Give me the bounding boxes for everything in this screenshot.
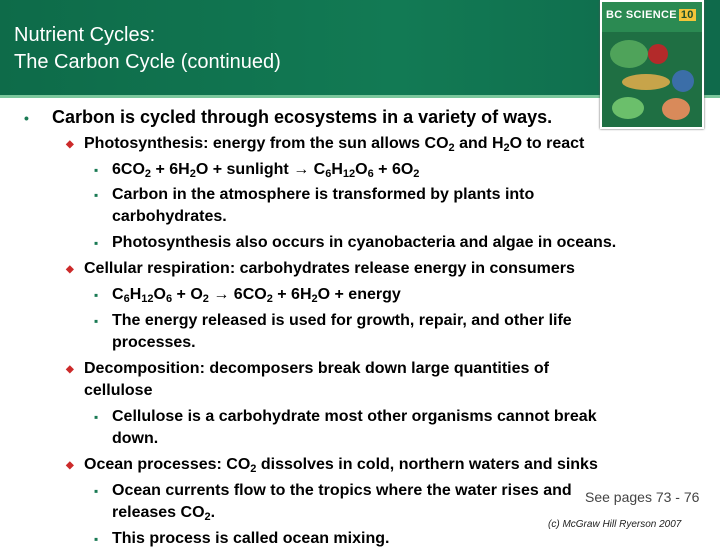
cover-berry-icon (648, 44, 668, 64)
decomposition-sub1b: down. (112, 430, 159, 447)
respiration-sub1a: The energy released is used for growth, repair, and other life (112, 312, 572, 329)
title-line-2: The Carbon Cycle (continued) (14, 51, 281, 73)
bullet-diamond-icon: ◆ (66, 139, 74, 150)
bullet-square-icon: ▪ (94, 410, 99, 424)
bullet-square-icon: ▪ (94, 288, 99, 302)
bullet-square-icon: ▪ (94, 188, 99, 202)
cover-leaf-icon (610, 40, 648, 68)
photosynthesis-sub1b: carbohydrates. (112, 208, 227, 225)
ocean-sub2: This process is called ocean mixing. (112, 530, 390, 547)
slide-title (14, 22, 281, 76)
ocean-sub1b: releases $CO_2$. (112, 504, 216, 523)
photosynthesis-text-3: O to react (509, 135, 585, 152)
respiration-label: Cellular respiration: carbohydrates release energy in consumers (84, 260, 575, 277)
photosynthesis-equation: $6CO_2 + 6H_2O$ + sunlight → $C_6H_{12}O_6 + 6O_2$ (112, 161, 420, 180)
photosynthesis-text-1: Photosynthesis: energy from the sun allows CO (84, 135, 449, 152)
ocean-sub1a: Ocean currents flow to the tropics where the water rises and (112, 482, 572, 499)
photosynthesis-sub1a: Carbon in the atmosphere is transformed by plants into (112, 186, 535, 203)
cover-title (606, 9, 696, 21)
cover-fish-icon (622, 74, 670, 90)
see-pages-note: See pages 73 - 76 (585, 489, 700, 505)
decomposition-sub1a: Cellulose is a carbohydrate most other organisms cannot break (112, 408, 597, 425)
cover-title-text: BC SCIENCE (606, 9, 677, 21)
cover-planet-icon (672, 70, 694, 92)
ocean-label: Ocean processes: $CO_2$ dissolves in cold, northern waters and sinks (84, 456, 598, 475)
copyright: (c) McGraw Hill Ryerson 2007 (548, 519, 682, 530)
cover-number: 10 (680, 9, 694, 21)
bullet-square-icon: ▪ (94, 314, 99, 328)
photosynthesis-text-2: and H (454, 135, 504, 152)
bullet-dot-icon: • (24, 110, 29, 126)
title-line-1: Nutrient Cycles: (14, 24, 156, 46)
bullet-square-icon: ▪ (94, 484, 99, 498)
respiration-equation: $C_6H_{12}O_6 + O_2 \to 6CO_2 + 6H_2O$ + energy (112, 286, 401, 305)
bullet-square-icon: ▪ (94, 236, 99, 250)
bullet-diamond-icon: ◆ (66, 460, 74, 471)
photosynthesis-sub-2: 2 (503, 142, 510, 154)
decomposition-label-a: Decomposition: decomposers break down large quantities of (84, 360, 549, 377)
main-bullet: Carbon is cycled through ecosystems in a variety of ways. (52, 107, 553, 127)
photosynthesis-sub2: Photosynthesis also occurs in cyanobacteria and algae in oceans. (112, 234, 617, 251)
respiration-sub1b: processes. (112, 334, 196, 351)
decomposition-label-b: cellulose (84, 382, 153, 399)
bullet-square-icon: ▪ (94, 163, 99, 177)
bullet-square-icon: ▪ (94, 532, 99, 546)
photosynthesis-label (84, 135, 584, 153)
slide-content (0, 100, 720, 547)
bullet-diamond-icon: ◆ (66, 364, 74, 375)
photosynthesis-sub-1: 2 (448, 142, 455, 154)
bullet-diamond-icon: ◆ (66, 264, 74, 275)
